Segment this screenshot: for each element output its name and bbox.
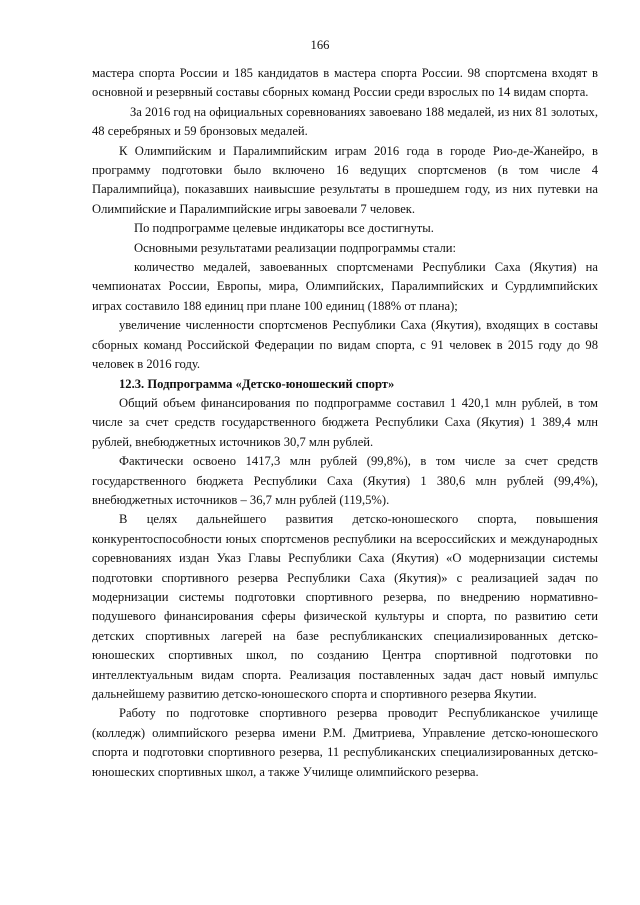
paragraph: увеличение численности спортсменов Республики Саха (Якутия), входящих в составы сборных команд Российской Федерации по видам спорта, с 91 человек в 2015 году до 98 человек в 2016 году. (92, 318, 598, 372)
paragraph: Основными результатами реализации подпрограммы стали: (134, 240, 456, 255)
section-heading: 12.3. Подпрограмма «Детско-юношеский спорт» (119, 376, 395, 391)
paragraph: мастера спорта России и 185 кандидатов в мастера спорта России. 98 спортсмена входят в основной и резервный составы сборных команд России среди взрослых по 14 видам спорта. (92, 66, 598, 100)
paragraph: Фактически освоено 1417,3 млн рублей (99,8%), в том числе за счет средств государственного бюджета Республики Саха (Якутия) 1 380,6 млн рублей (99,4%), внебюджетных источников – 36,7 млн рублей (119,5%). (92, 454, 598, 507)
body-text (92, 64, 598, 782)
paragraph: По подпрограмме целевые индикаторы все достигнуты. (134, 221, 434, 236)
paragraph: В целях дальнейшего развития детско-юношеского спорта, повышения конкурентоспособности юных спортсменов республики на всероссийских и международных соревнованиях издан Указ Главы Республики Саха (Якутия) «О модернизации системы подготовки спортивного резерва Республики Саха (Якутия)» с реализацией задач по модернизации системы подготовки спортивного резерва, по внедрению нормативно-подушевого финансирования сферы физической культуры и спорта, по развитию сети детских спортивных лагерей на базе республиканских специализированных детско-юношеских спортивных школ, по созданию Центра спортивной подготовки по интеллектуальным видам спорта. Реализация поставленных задач даст новый импульс дальнейшему развитию детско-юношеского спорта и спортивного резерва Якутии. (92, 512, 598, 701)
paragraph: За 2016 год на официальных соревнованиях завоевано 188 медалей, из них 81 золотых, 48 серебряных и 59 бронзовых медалей. (92, 104, 598, 139)
paragraph: К Олимпийским и Паралимпийским играм 2016 года в городе Рио-де-Жанейро, в программу подготовки было включено 16 ведущих спортсменов (в том числе 4 Паралимпийца), показавших наивысшие результаты в прошедшем году, из них путевки на Олимпийские и Паралимпийские игры завоевали 7 человек. (92, 143, 598, 216)
paragraph: Работу по подготовке спортивного резерва проводит Республиканское училище (колледж) олимпийского резерва имени Р.М. Дмитриева, Управление детско-юношеского спорта и подготовки спортивного резерва, 11 республиканских специализированных детско-юношеских спортивных школ, а также Училище олимпийского резерва. (92, 706, 598, 779)
page-number: 166 (310, 38, 330, 52)
paragraph: Общий объем финансирования по подпрограмме составил 1 420,1 млн рублей, в том числе за счет средств государственного бюджета Республики Саха (Якутия) 1 389,4 млн рублей, внебюджетных источников 30,7 млн рублей. (92, 395, 598, 449)
paragraph: количество медалей, завоеванных спортсменами Республики Саха (Якутия) на чемпионатах России, Европы, мира, Олимпийских, Паралимпийских и Сурдлимпийских играх составило 188 единиц при плане 100 единиц (188% от плана); (92, 260, 598, 313)
